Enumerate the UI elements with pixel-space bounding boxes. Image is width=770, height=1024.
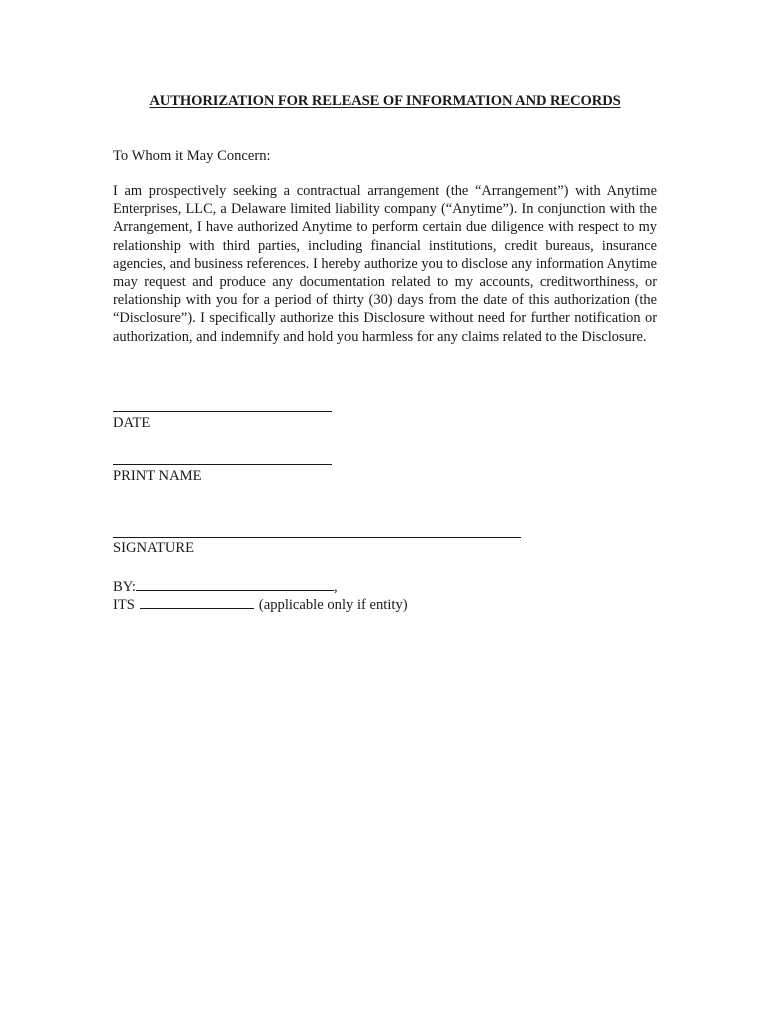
authorization-body: I am prospectively seeking a contractual arrangement (the “Arrangement”) with Anytime Enterprises, LLC, a Delaware limited liability company (“Anytime”). In conjunction with the Arrangement, I have authorized Anytime to perform certain due diligence with respect to my relationship with third parties, including financial institutions, credit bureaus, insurance agencies, and business references. I hereby authorize you to disclose any information Anytime may request and produce any documentation related to my accounts, creditworthiness, or relationship with you for a period of thirty (30) days from the date of this authorization (the “Disclosure”). I specifically authorize this Disclosure without need for further notification or authorization, and indemnify and hold you harmless for any claims related to the Disclosure. bbox=[113, 183, 657, 345]
its-label: ITS bbox=[113, 597, 135, 613]
print-name-line[interactable] bbox=[113, 464, 332, 465]
by-field[interactable] bbox=[136, 577, 334, 591]
its-field[interactable] bbox=[140, 595, 254, 609]
salutation: To Whom it May Concern: bbox=[113, 148, 271, 164]
by-suffix: , bbox=[334, 579, 338, 595]
signature-label: SIGNATURE bbox=[113, 540, 195, 556]
print-name-label: PRINT NAME bbox=[113, 468, 202, 484]
its-note: (applicable only if entity) bbox=[258, 597, 408, 613]
by-label: BY: bbox=[113, 579, 136, 595]
by-row bbox=[113, 577, 338, 596]
document-title: AUTHORIZATION FOR RELEASE OF INFORMATION AND RECORDS bbox=[149, 93, 621, 109]
its-row bbox=[113, 595, 408, 614]
signature-line[interactable] bbox=[113, 537, 521, 538]
date-label: DATE bbox=[113, 415, 151, 431]
date-line[interactable] bbox=[113, 411, 332, 412]
